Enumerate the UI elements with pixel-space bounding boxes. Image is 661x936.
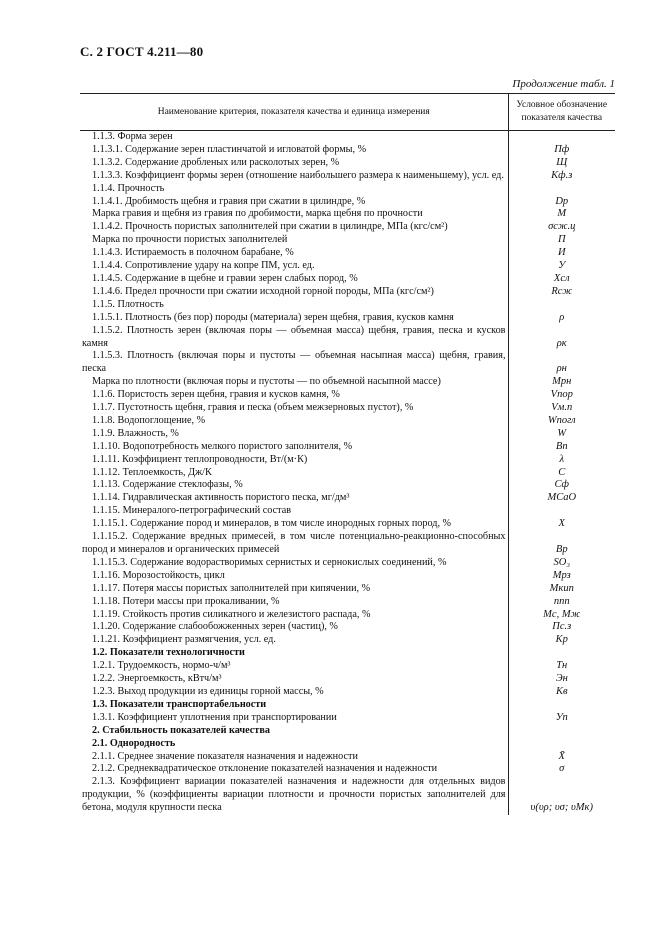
table-row [80, 763, 615, 776]
criterion-symbol [508, 183, 615, 196]
table-row [80, 273, 615, 286]
criterion-text: 1.3.1. Коэффициент уплотнения при транспортировании [80, 712, 508, 725]
continuation-label: Продолжение табл. 1 [512, 78, 615, 90]
criterion-text: 1.1.15.1. Содержание пород и минералов, в том числе инородных горных пород, % [80, 518, 508, 531]
table-row [80, 170, 615, 183]
criterion-text: 2.1.1. Среднее значение показателя назначения и надежности [80, 751, 508, 764]
criterion-symbol: Мрн [552, 376, 572, 388]
criterion-text: 1.1.4. Прочность [80, 183, 508, 196]
criterion-text: 1.1.4.6. Предел прочности при сжатии исходной горной породы, МПа (кгс/см²) [80, 286, 508, 299]
criterion-text: 1.1.21. Коэффициент размягчения, усл. ед. [80, 634, 508, 647]
criterion-text: 1.2.1. Трудоемкость, нормо-ч/м³ [80, 660, 508, 673]
table-row [80, 350, 615, 376]
criterion-symbol: У [558, 260, 566, 272]
criterion-text: 1.1.9. Влажность, % [80, 428, 508, 441]
criterion-text: 1.1.8. Водопоглощение, % [80, 415, 508, 428]
criterion-text: Марка по плотности (включая поры и пустоты — по объемной насыпной массе) [80, 376, 508, 389]
criterion-text: 1.1.3. Форма зерен [80, 131, 508, 144]
table-row [80, 725, 615, 738]
criterion-text: 1.1.5.2. Плотность зерен (включая поры — объемная масса) щебня, гравия, песка и кусков камня [80, 325, 508, 351]
criterion-symbol: Kв [555, 685, 568, 697]
criterion-symbol: ρн [556, 363, 567, 375]
criterion-text: 1.1.14. Гидравлическая активность пористого песка, мг/дм³ [80, 492, 508, 505]
criterion-text: 2.1.3. Коэффициент вариации показателей назначения и надежности для отдельных видов продукции, % (коэффициенты вариации плотности и прочности пористых заполнителей для бетона, модуля крупности песка [80, 776, 508, 815]
criterion-symbol [508, 738, 615, 751]
table-header-row [80, 94, 615, 131]
table-row [80, 183, 615, 196]
table-row [80, 492, 615, 505]
table-row [80, 157, 615, 170]
criterion-text: 1.1.10. Водопотребность мелкого пористого заполнителя, % [80, 441, 508, 454]
criterion-symbol: Bп [555, 440, 568, 452]
criterion-symbol: MCaO [547, 492, 577, 504]
criterion-text: 1.2.3. Выход продукции из единицы горной массы, % [80, 686, 508, 699]
table-row [80, 609, 615, 622]
criterion-text: Марка гравия и щебня из гравия по дробимости, марка щебня по прочности [80, 208, 508, 221]
criterion-symbol [508, 131, 615, 144]
table-row [80, 467, 615, 480]
col-header-symbol: Условное обозначение показателя качества [508, 94, 615, 131]
table-row [80, 647, 615, 660]
criterion-text: 1.1.6. Пористость зерен щебня, гравия и кусков камня, % [80, 389, 508, 402]
criterion-text: 1.1.18. Потери массы при прокаливании, % [80, 596, 508, 609]
table-row [80, 531, 615, 557]
criterion-text: 1.2.2. Энергоемкость, кВтч/м³ [80, 673, 508, 686]
criterion-text: 1.1.12. Теплоемкость, Дж/К [80, 467, 508, 480]
criterion-symbol: ρ [559, 311, 565, 323]
table-row [80, 402, 615, 415]
table-row [80, 389, 615, 402]
criterion-symbol: SO₃ [553, 556, 570, 568]
table-row [80, 518, 615, 531]
table-row [80, 712, 615, 725]
criterion-symbol: П [557, 234, 566, 246]
criterion-text: 2. Стабильность показателей качества [80, 725, 508, 738]
criterion-symbol: ппп [553, 595, 570, 607]
criterion-text: 1.1.3.1. Содержание зерен пластинчатой и игловатой формы, % [80, 144, 508, 157]
page-header: С. 2 ГОСТ 4.211—80 [80, 44, 204, 59]
criterion-symbol [508, 299, 615, 312]
table-row [80, 596, 615, 609]
criterion-symbol [508, 647, 615, 660]
criterion-text: 2.1. Однородность [80, 738, 508, 751]
table-row [80, 415, 615, 428]
criterion-symbol [508, 505, 615, 518]
table-row [80, 454, 615, 467]
table-row [80, 208, 615, 221]
criterion-text: 1.1.16. Морозостойкость, цикл [80, 570, 508, 583]
table-row [80, 286, 615, 299]
criterion-symbol: Tн [556, 660, 568, 672]
criterion-symbol: Dр [555, 195, 569, 207]
criterion-symbol: X [558, 518, 565, 530]
table-row [80, 196, 615, 209]
criterion-symbol: Bp [555, 544, 568, 555]
table-row [80, 144, 615, 157]
criterion-text: 2.1.2. Среднеквадратическое отклонение показателей назначения и надежности [80, 763, 508, 776]
criterion-symbol: λ [559, 453, 565, 465]
criterion-symbol: Mс, Mж [543, 608, 581, 620]
table-row [80, 776, 615, 815]
criterion-symbol: Mрз [552, 569, 571, 581]
table-row [80, 660, 615, 673]
table-row [80, 621, 615, 634]
table-row [80, 699, 615, 712]
criterion-text: 1.2. Показатели технологичности [80, 647, 508, 660]
criterion-symbol: Уп [555, 711, 568, 723]
criterion-symbol: υ(υρ; υσ; υMк) [530, 802, 593, 814]
criterion-text: 1.1.15.3. Содержание водорастворимых сернистых и сернокислых соединений, % [80, 557, 508, 570]
table-row [80, 441, 615, 454]
criterion-text: 1.1.19. Стойкость против силикатного и железистого распада, % [80, 609, 508, 622]
criterion-symbol: X̄ [558, 750, 565, 762]
criterion-symbol: М [557, 208, 567, 220]
table-row [80, 738, 615, 751]
table-row [80, 131, 615, 144]
criterion-symbol: Kр [555, 634, 568, 646]
criterion-text: 1.3. Показатели транспортабельности [80, 699, 508, 712]
criterion-symbol: Пф [554, 143, 570, 155]
criterion-text: 1.1.7. Пустотность щебня, гравия и песка (объем межзерновых пустот), % [80, 402, 508, 415]
table-row [80, 686, 615, 699]
table-row [80, 234, 615, 247]
criterion-symbol [508, 699, 615, 712]
criterion-text: 1.1.4.4. Сопротивление удару на копре ПМ, усл. ед. [80, 260, 508, 273]
table-row [80, 260, 615, 273]
table-row [80, 428, 615, 441]
table-row [80, 312, 615, 325]
table-row [80, 325, 615, 351]
criterion-text: 1.1.4.3. Истираемость в полочном барабане, % [80, 247, 508, 260]
criterion-symbol: σ [559, 763, 565, 775]
criterion-text: 1.1.5.1. Плотность (без пор) породы (материала) зерен щебня, гравия, кусков камня [80, 312, 508, 325]
criterion-text: 1.1.5. Плотность [80, 299, 508, 312]
table-row [80, 557, 615, 570]
criterion-text: 1.1.4.2. Прочность пористых заполнителей при сжатии в цилиндре, МПа (кгс/см²) [80, 221, 508, 234]
table-row [80, 376, 615, 389]
criterion-symbol: Vм.п [551, 402, 573, 414]
criterion-symbol: Эн [555, 673, 568, 685]
criterion-text: 1.1.15. Минералого-петрографический состав [80, 505, 508, 518]
criterion-text: Марка по прочности пористых заполнителей [80, 234, 508, 247]
criterion-symbol [508, 725, 615, 738]
table-row [80, 247, 615, 260]
criteria-table [80, 93, 615, 815]
criterion-text: 1.1.3.3. Коэффициент формы зерен (отношение наибольшего размера к наименьшему), усл. ед. [80, 170, 508, 183]
criterion-text: 1.1.13. Содержание стеклофазы, % [80, 479, 508, 492]
criterion-symbol: И [557, 247, 566, 259]
criterion-text: 1.1.5.3. Плотность (включая поры и пустоты — объемная насыпная масса) щебня, гравия, песка [80, 350, 508, 376]
criterion-text: 1.1.11. Коэффициент теплопроводности, Вт/(м·К) [80, 454, 508, 467]
criterion-symbol: ρк [556, 337, 567, 349]
criterion-symbol: Cф [554, 479, 569, 491]
criterion-symbol: W [557, 427, 567, 439]
criterion-text: 1.1.17. Потеря массы пористых заполнителей при кипячении, % [80, 583, 508, 596]
criterion-symbol: Rсж [551, 285, 573, 297]
table-row [80, 221, 615, 234]
criterion-symbol: Пс.з [552, 621, 572, 633]
criterion-text: 1.1.3.2. Содержание дробленых или расколотых зерен, % [80, 157, 508, 170]
table-row [80, 751, 615, 764]
criterion-text: 1.1.4.1. Дробимость щебня и гравия при сжатии в цилиндре, % [80, 196, 508, 209]
table-row [80, 583, 615, 596]
table-row [80, 634, 615, 647]
criterion-symbol: Kф.з [551, 169, 573, 181]
criterion-text: 1.1.15.2. Содержание вредных примесей, в том числе потенциально-реакционно-способных пород и минералов и органических примесей [80, 531, 508, 557]
col-header-name: Наименование критерия, показателя качества и единица измерения [80, 94, 508, 131]
table-row [80, 479, 615, 492]
criterion-symbol: Vпор [550, 389, 573, 401]
criterion-symbol: σсж.ц [548, 221, 576, 233]
table-row [80, 299, 615, 312]
table-row [80, 673, 615, 686]
table-row [80, 505, 615, 518]
criterion-symbol: Щ [556, 156, 568, 168]
criterion-symbol: Xсл [553, 272, 570, 284]
criterion-text: 1.1.4.5. Содержание в щебне и гравии зерен слабых пород, % [80, 273, 508, 286]
criterion-symbol: Wпогл [547, 414, 576, 426]
criterion-text: 1.1.20. Содержание слабообожженных зерен (частиц), % [80, 621, 508, 634]
table-row [80, 570, 615, 583]
criterion-symbol: Mкип [549, 582, 574, 594]
criterion-symbol: C [558, 466, 566, 478]
